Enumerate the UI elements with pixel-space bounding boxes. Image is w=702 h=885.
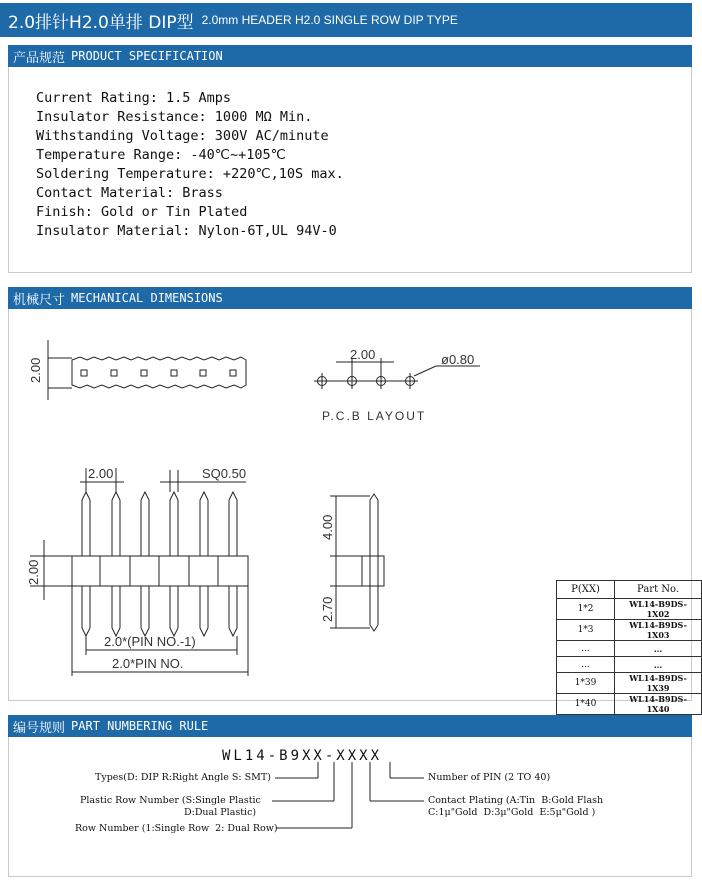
pn-section-title-zh: 编号规则 <box>13 720 66 736</box>
table-header-partno: Part No. <box>615 581 702 599</box>
label-types: Types(D: DIP R:Right Angle S: SMT) <box>95 772 271 783</box>
dim-top-height: 2.00 <box>28 357 43 383</box>
spec-item: Insulator Material: Nylon-6T,UL 94V-0 <box>36 223 337 239</box>
part-number-table <box>556 580 702 715</box>
table-cell: WL14-B9DS-1X40 <box>615 694 702 715</box>
label-plastic-1: Plastic Row Number (S:Single Plastic <box>80 795 261 806</box>
side-view-drawing <box>330 494 384 631</box>
page-title-en: 2.0mm HEADER H2.0 SINGLE ROW DIP TYPE <box>201 13 458 27</box>
dim-side-lower: 2.70 <box>320 596 335 622</box>
dim-front-height: 2.00 <box>26 559 41 585</box>
mech-section-title-en: MECHANICAL DIMENSIONS <box>71 291 223 305</box>
table-cell: 1*39 <box>557 673 615 694</box>
spec-item: Insulator Resistance: 1000 MΩ Min. <box>36 109 313 125</box>
mech-section-title-zh: 机械尺寸 <box>13 292 66 308</box>
part-number-code: WL14-B9XX-XXXX <box>222 748 383 764</box>
dim-side-upper: 4.00 <box>320 514 335 540</box>
spec-item: Temperature Range: -40℃~+105℃ <box>36 147 286 163</box>
table-row <box>557 620 702 641</box>
table-cell: WL14-B9DS-1X02 <box>615 599 702 620</box>
spec-section-title-en: PRODUCT SPECIFICATION <box>71 49 223 63</box>
label-plating-2: C:1μ"Gold D:3μ"Gold E:5μ"Gold ) <box>428 807 596 818</box>
table-row <box>557 694 702 715</box>
pn-section-title-en: PART NUMBERING RULE <box>71 719 209 733</box>
label-row-number: Row Number (1:Single Row 2: Dual Row) <box>75 823 278 834</box>
label-plastic-2: D:Dual Plastic) <box>184 807 257 818</box>
dim-front-pitch: 2.00 <box>88 466 114 481</box>
spec-section-title-zh: 产品规范 <box>13 50 66 66</box>
table-cell: 1*2 <box>557 599 615 620</box>
dim-front-formula-2: 2.0*PIN NO. <box>112 656 184 671</box>
label-pin-count: Number of PIN (2 TO 40) <box>428 772 551 783</box>
table-cell: ... <box>557 657 615 673</box>
dim-front-formula-1: 2.0*(PIN NO.-1) <box>104 634 196 649</box>
pcb-layout-label: P.C.B LAYOUT <box>322 409 427 423</box>
dim-front-sq: SQ0.50 <box>202 466 247 481</box>
table-header-row <box>557 581 702 599</box>
page-title-zh: 2.0排针H2.0单排 DIP型 <box>8 12 194 33</box>
table-row <box>557 657 702 673</box>
spec-item: Withstanding Voltage: 300V AC/minute <box>36 128 329 144</box>
table-row <box>557 599 702 620</box>
table-cell: 1*40 <box>557 694 615 715</box>
dim-pcb-pitch: 2.00 <box>350 347 376 362</box>
table-cell: 1*3 <box>557 620 615 641</box>
spec-item: Current Rating: 1.5 Amps <box>36 90 232 106</box>
pn-section-header <box>8 715 692 737</box>
table-row <box>557 641 702 657</box>
table-cell: ... <box>615 641 702 657</box>
table-cell: ... <box>615 657 702 673</box>
spec-item: Finish: Gold or Tin Plated <box>36 204 248 220</box>
label-plating-1: Contact Plating (A:Tin B:Gold Flash <box>428 795 604 806</box>
table-cell: ... <box>557 641 615 657</box>
dim-pcb-hole: ø0.80 <box>441 352 475 367</box>
table-cell: WL14-B9DS-1X03 <box>615 620 702 641</box>
table-cell: WL14-B9DS-1X39 <box>615 673 702 694</box>
top-view-drawing <box>48 340 246 400</box>
spec-item: Contact Material: Brass <box>36 185 223 201</box>
spec-item: Soldering Temperature: +220℃,10S max. <box>36 166 344 182</box>
table-header-pxx: P(XX) <box>557 581 615 599</box>
table-row <box>557 673 702 694</box>
